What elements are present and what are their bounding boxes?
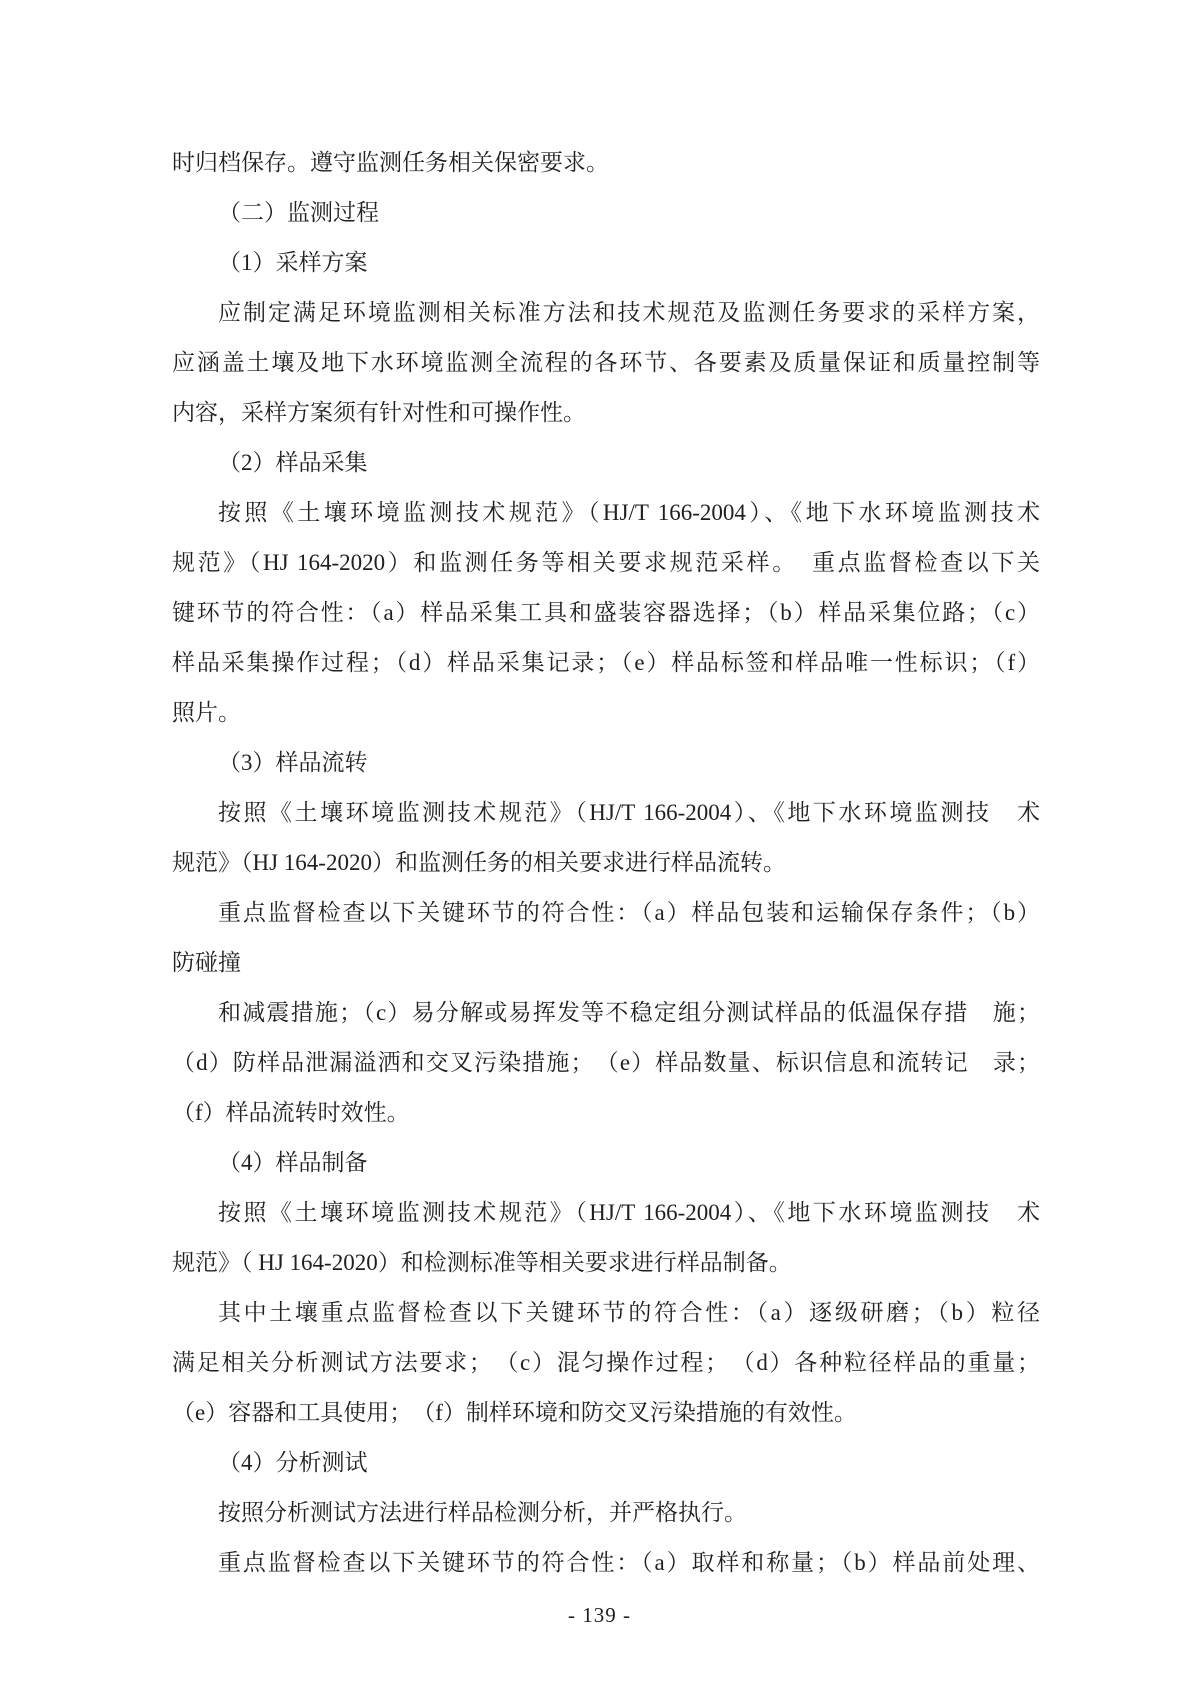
text-line: 内容，采样方案须有针对性和可操作性。 bbox=[172, 400, 586, 425]
text-line: 按照分析测试方法进行样品检测分析，并严格执行。 bbox=[218, 1500, 747, 1525]
text-line: 满足相关分析测试方法要求； （c）混匀操作过程； （d）各种粒径样品的重量； bbox=[172, 1350, 1040, 1375]
text-line: （f）样品流转时效性。 bbox=[172, 1100, 410, 1125]
subsection-heading: （4）样品制备 bbox=[218, 1150, 368, 1175]
subsection-heading: （3）样品流转 bbox=[218, 750, 368, 775]
subsection-heading: （4）分析测试 bbox=[218, 1450, 368, 1475]
text-line: 防碰撞 bbox=[172, 950, 241, 975]
text-line: 规范》（HJ 164-2020）和监测任务的相关要求进行样品流转。 bbox=[172, 850, 786, 875]
text-line: 时归档保存。遵守监测任务相关保密要求。 bbox=[172, 150, 609, 175]
text-line: 按照《土壤环境监测技术规范》（HJ/T 166-2004）、《地下水环境监测技术 bbox=[218, 500, 1040, 525]
document-body bbox=[172, 138, 1040, 1588]
text-line: 样品采集操作过程；（d）样品采集记录；（e）样品标签和样品唯一性标识；（f） bbox=[172, 650, 1040, 675]
text-line: 应涵盖土壤及地下水环境监测全流程的各环节、各要素及质量保证和质量控制等 bbox=[172, 350, 1040, 375]
text-line: 按照《土壤环境监测技术规范》（HJ/T 166-2004）、《地下水环境监测技 术 bbox=[218, 1200, 1040, 1225]
page-number: - 139 - bbox=[568, 1603, 631, 1627]
section-heading: （二）监测过程 bbox=[218, 200, 379, 225]
text-line: 重点监督检查以下关键环节的符合性：（a）取样和称量；（b）样品前处理、 bbox=[218, 1550, 1040, 1575]
text-line: 按照《土壤环境监测技术规范》（HJ/T 166-2004）、《地下水环境监测技 术 bbox=[218, 800, 1040, 825]
text-line: 其中土壤重点监督检查以下关键环节的符合性：（a）逐级研磨；（b）粒径 bbox=[218, 1300, 1040, 1325]
text-line: 重点监督检查以下关键环节的符合性：（a）样品包装和运输保存条件；（b） bbox=[218, 900, 1040, 925]
text-line: 键环节的符合性：（a）样品采集工具和盛装容器选择；（b）样品采集位路；（c） bbox=[172, 600, 1040, 625]
text-line: 和减震措施；（c）易分解或易挥发等不稳定组分测试样品的低温保存措 施； bbox=[218, 1000, 1040, 1025]
subsection-heading: （1）采样方案 bbox=[218, 250, 368, 275]
text-line: 照片。 bbox=[172, 700, 241, 725]
text-line: 应制定满足环境监测相关标准方法和技术规范及监测任务要求的采样方案， bbox=[218, 300, 1040, 325]
text-line: （d）防样品泄漏溢洒和交叉污染措施； （e）样品数量、标识信息和流转记 录； bbox=[172, 1050, 1040, 1075]
text-line: （e）容器和工具使用； （f）制样环境和防交叉污染措施的有效性。 bbox=[172, 1400, 857, 1425]
subsection-heading: （2）样品采集 bbox=[218, 450, 368, 475]
text-line: 规范》（ HJ 164-2020）和检测标准等相关要求进行样品制备。 bbox=[172, 1250, 792, 1275]
text-line: 规范》（HJ 164-2020）和监测任务等相关要求规范采样。 重点监督检查以下关 bbox=[172, 550, 1040, 575]
